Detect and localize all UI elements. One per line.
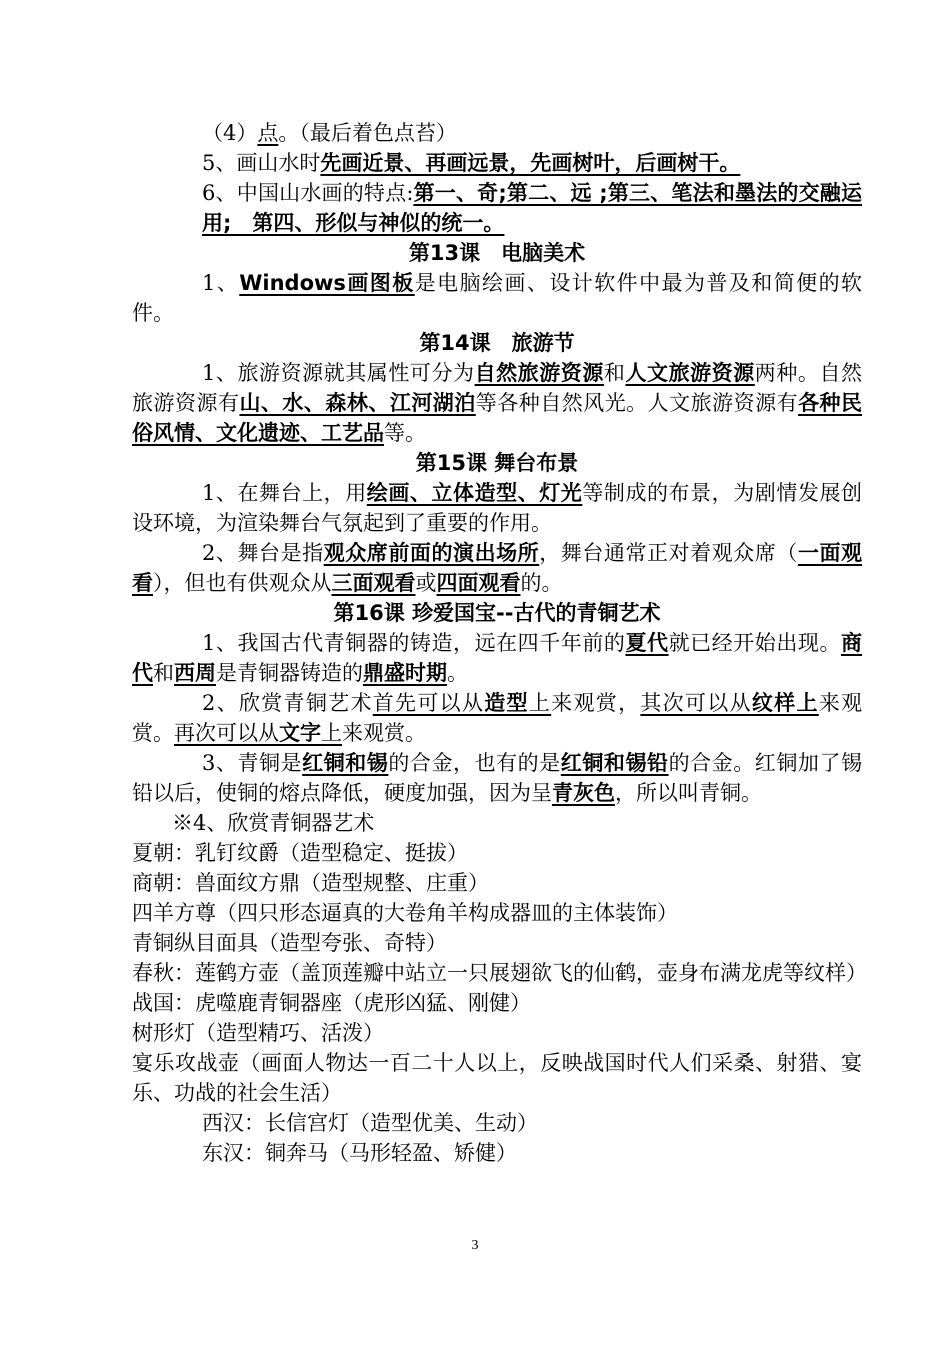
text: 就已经开始出现。 [668, 631, 841, 655]
text: 来观赏， [551, 691, 641, 715]
text: 1、 [202, 271, 240, 295]
text: 等制成的布景，为剧情发展创设环境，为渲染舞台气氛起到了重要的作用。 [132, 481, 862, 535]
list-item: 春秋：莲鹤方壶（盖顶莲瓣中站立一只展翅欲飞的仙鹤，壶身布满龙虎等纹样） [132, 961, 867, 985]
text: ），但也有供观众从 [153, 571, 332, 595]
lesson-title: 第15课 舞台布景 [415, 451, 579, 475]
paragraph [132, 178, 862, 238]
list-item: 四羊方尊（四只形态逼真的大卷角羊构成器皿的主体装饰） [132, 901, 678, 925]
key-point: 绘画、立体造型、灯光 [366, 481, 583, 505]
key-point: 三面观看 [331, 571, 416, 595]
paragraph [132, 478, 862, 538]
text: 等各种自然风光。人文旅游资源有 [475, 391, 799, 415]
paragraph [132, 688, 862, 748]
key-point: 观众席前面的演出场所 [323, 541, 540, 565]
paragraph [132, 358, 862, 448]
paragraph [132, 268, 862, 328]
text: 来观赏。 [342, 721, 426, 745]
text: 的。 [520, 571, 563, 595]
text: 和 [153, 661, 174, 685]
key-point: 自然旅游资源 [474, 361, 604, 385]
list-item: 夏朝：乳钉纹爵（造型稳定、挺拔） [132, 841, 468, 865]
text-line [132, 148, 862, 178]
text: 1、旅游资源就其属性可分为 [202, 361, 475, 385]
text: 2、欣赏青铜艺术 [202, 691, 373, 715]
key-point: 四面观看 [436, 571, 521, 595]
list-item: 商朝：兽面纹方鼎（造型规整、庄重） [132, 871, 489, 895]
key-point: 青灰色 [552, 781, 615, 805]
subheading [132, 808, 862, 838]
list-item: 树形灯（造型精巧、活泼） [132, 1021, 384, 1045]
text: 。 [447, 661, 468, 685]
text: 1、我国古代青铜器的铸造，远在四千年前的 [202, 631, 626, 655]
artwork-list [132, 838, 867, 1168]
lesson-title: 第13课 电脑美术 [408, 241, 586, 265]
underlined-text: 再次可以从 [174, 721, 279, 745]
paragraph [132, 748, 862, 808]
key-point: 先画近景、再画远景，先画树叶，后画树干。 [320, 151, 741, 175]
text: 5、画山水时 [202, 151, 321, 175]
underlined-text: 其次可以从 [640, 691, 752, 715]
list-item: 西汉：长信宫灯（造型优美、生动） [202, 1111, 538, 1135]
list-item: 战国：虎噬鹿青铜器座（虎形凶猛、刚健） [132, 991, 531, 1015]
key-point: Windows画图板 [239, 271, 415, 295]
key-point: 纹样上 [751, 691, 819, 715]
key-point: 山、水、森林、江河湖泊 [239, 391, 476, 415]
lesson-title: 第16课 珍爱国宝--古代的青铜艺术 [333, 601, 661, 625]
text: 2、舞台是指 [202, 541, 324, 565]
page-number: 3 [471, 1238, 479, 1253]
key-point: 文字 [279, 721, 321, 745]
text: （4） [202, 121, 258, 145]
text: 是青铜器铸造的 [216, 661, 363, 685]
paragraph [132, 628, 862, 688]
key-point: 红铜和锡 [302, 751, 389, 775]
key-point: 各种民俗风情、文化遗迹、工艺品 [132, 391, 863, 445]
key-point: 红铜和锡铅 [560, 751, 669, 775]
text: 等。 [384, 421, 426, 445]
text: 1、在舞台上，用 [202, 481, 367, 505]
underlined-text: 上 [528, 691, 552, 715]
key-point: 商代 [132, 631, 862, 685]
underlined-text: 首先可以从 [372, 691, 485, 715]
key-point: 造型 [484, 691, 529, 715]
document-page [132, 118, 867, 1168]
underlined-text: 上 [321, 721, 342, 745]
text: ，所以叫青铜。 [615, 781, 762, 805]
text: 6、中国山水画的特点: [202, 181, 414, 205]
text: 3、青铜是 [202, 751, 303, 775]
lesson-title: 第14课 旅游节 [419, 331, 575, 355]
text: ，舞台通常正对着观众席（ [539, 541, 798, 565]
text-line [132, 118, 862, 148]
key-point: 人文旅游资源 [625, 361, 755, 385]
key-point: 西周 [174, 661, 216, 685]
text: ※4、欣赏青铜器艺术 [172, 811, 375, 835]
text: 和 [603, 361, 626, 385]
text: 的合金，也有的是 [388, 751, 561, 775]
text: 的合金。红铜加了锡铅以后，使铜的熔点降低，硬度加强，因为呈 [132, 751, 863, 805]
list-item: 青铜纵目面具（造型夸张、奇特） [132, 931, 447, 955]
key-point: 鼎盛时期 [363, 661, 447, 685]
text: 。（最后着色点苔） [278, 121, 457, 145]
key-point: 夏代 [625, 631, 669, 655]
text: 两种。自然旅游资源有 [132, 361, 863, 415]
text: 或 [415, 571, 437, 595]
list-item: 东汉：铜奔马（马形轻盈、矫健） [202, 1141, 517, 1165]
text: 是电脑绘画、设计软件中最为普及和简便的软件。 [132, 271, 863, 325]
list-item: 宴乐攻战壶（画面人物达一百二十人以上，反映战国时代人们采桑、射猎、宴乐、功战的社会生活） [132, 1051, 862, 1105]
key-point: 第一、奇;第二、远 ;第三、笔法和墨法的交融运用; 第四、形似与神似的统一。 [202, 181, 862, 235]
key-point: 一面观看 [132, 541, 862, 595]
underlined-text: 点 [257, 121, 279, 145]
text: 来观赏。 [132, 691, 863, 745]
paragraph [132, 538, 862, 598]
